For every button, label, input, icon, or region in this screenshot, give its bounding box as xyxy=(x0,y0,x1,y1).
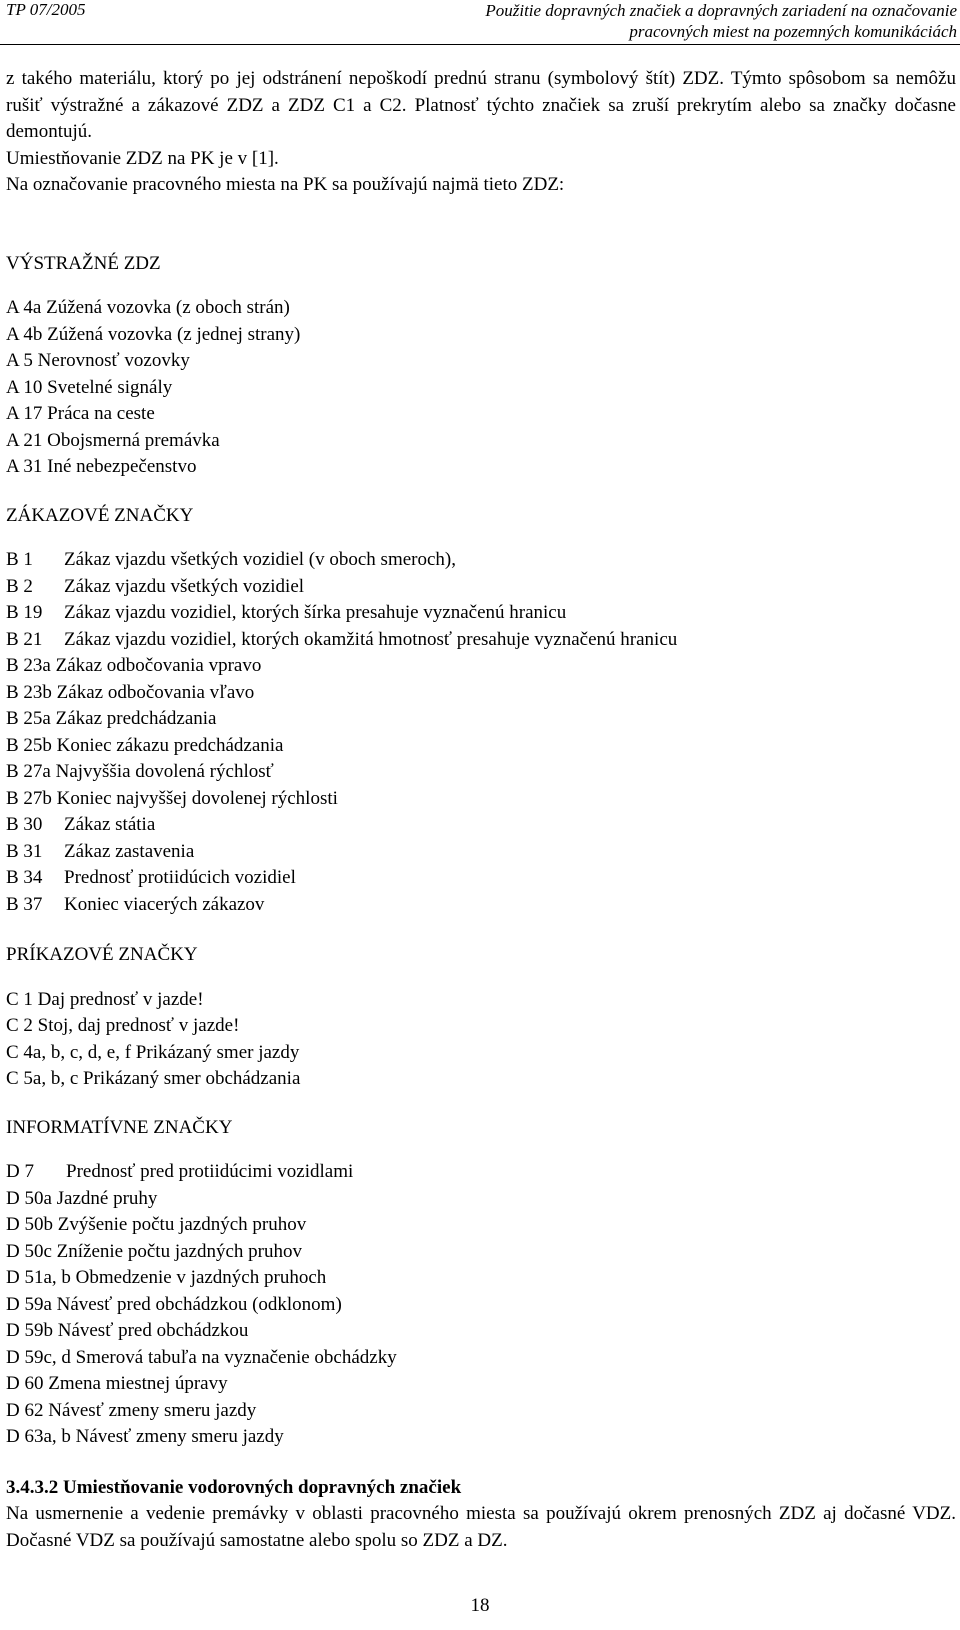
list-item: C 1 Daj prednosť v jazde! xyxy=(6,988,204,1010)
informative-signs-list xyxy=(6,1159,956,1451)
mandatory-signs-heading: PRÍKAZOVÉ ZNAČKY xyxy=(6,944,198,965)
list-item: D 62 Návesť zmeny smeru jazdy xyxy=(6,1399,257,1421)
list-item: C 4a, b, c, d, e, f Prikázaný smer jazdy xyxy=(6,1041,300,1063)
list-item xyxy=(6,600,956,627)
list-item xyxy=(6,547,956,574)
list-item: A 10 Svetelné signály xyxy=(6,376,173,398)
list-item: B 25a Zákaz predchádzania xyxy=(6,708,217,729)
prohibitory-signs-heading: ZÁKAZOVÉ ZNAČKY xyxy=(6,504,194,526)
page-number: 18 xyxy=(470,1595,490,1616)
list-item: D 50b Zvýšenie počtu jazdných pruhov xyxy=(6,1214,307,1235)
sign-description: Koniec viacerých zákazov xyxy=(64,893,265,915)
sign-description: Zákaz vjazdu všetkých vozidiel (v oboch smeroch), xyxy=(64,549,456,570)
list-item xyxy=(6,839,956,866)
informative-signs-heading: INFORMATÍVNE ZNAČKY xyxy=(6,1116,233,1138)
list-item xyxy=(6,865,956,892)
list-item xyxy=(6,627,956,654)
list-item: B 27b Koniec najvyššej dovolenej rýchlosti xyxy=(6,787,338,809)
sign-code: B 34 xyxy=(6,867,43,888)
list-item: D 50c Zníženie počtu jazdných pruhov xyxy=(6,1240,302,1262)
list-item: A 31 Iné nebezpečenstvo xyxy=(6,456,197,477)
list-item: A 21 Obojsmerná premávka xyxy=(6,429,220,451)
page-header xyxy=(0,0,960,45)
list-item: B 25b Koniec zákazu predchádzania xyxy=(6,734,284,756)
sign-code: B 37 xyxy=(6,893,43,915)
list-item: D 51a, b Obmedzenie v jazdných pruhoch xyxy=(6,1267,327,1288)
sign-code: B 31 xyxy=(6,840,43,862)
sign-code: B 30 xyxy=(6,814,43,835)
sign-description: Prednosť protiidúcich vozidiel xyxy=(64,867,296,888)
sign-code: B 19 xyxy=(6,602,43,623)
list-item xyxy=(6,892,956,919)
sign-description: Zákaz zastavenia xyxy=(64,840,195,862)
warning-signs-list xyxy=(6,295,956,481)
page-content xyxy=(6,66,956,1554)
list-item: A 17 Práca na ceste xyxy=(6,403,155,424)
list-item: D 59c, d Smerová tabuľa na vyznačenie obchádzky xyxy=(6,1346,397,1368)
section-paragraph: Na usmernenie a vedenie premávky v oblasti pracovného miesta sa používajú okrem prenosných ZDZ aj dočasné VDZ. Dočasné VDZ sa používajú samostatne alebo spolu so ZDZ a DZ. xyxy=(6,1503,956,1551)
sign-code: B 21 xyxy=(6,628,43,650)
list-item: D 59b Návesť pred obchádzkou xyxy=(6,1320,249,1341)
list-item: D 60 Zmena miestnej úpravy xyxy=(6,1373,228,1394)
list-item: B 23a Zákaz odbočovania vpravo xyxy=(6,655,262,676)
list-item xyxy=(6,574,956,601)
section-heading: 3.4.3.2 Umiestňovanie vodorovných dopravných značiek xyxy=(6,1476,462,1498)
list-item: B 27a Najvyššia dovolená rýchlosť xyxy=(6,761,274,782)
list-item: D 50a Jazdné pruhy xyxy=(6,1187,158,1209)
document-title-line-2: pracovných miest na pozemných komunikáciách xyxy=(629,22,957,41)
sign-description: Zákaz vjazdu vozidiel, ktorých okamžitá hmotnosť presahuje vyznačenú hranicu xyxy=(64,628,678,650)
warning-signs-heading: VÝSTRAŽNÉ ZDZ xyxy=(6,252,161,274)
sign-code: D 7 xyxy=(6,1161,34,1182)
list-item: B 23b Zákaz odbočovania vľavo xyxy=(6,681,255,703)
list-item xyxy=(6,812,956,839)
list-item: A 4a Zúžená vozovka (z oboch strán) xyxy=(6,297,290,318)
intro-line-list-lead: Na označovanie pracovného miesta na PK sa používajú najmä tieto ZDZ: xyxy=(6,174,565,195)
sign-description: Zákaz vjazdu vozidiel, ktorých šírka presahuje vyznačenú hranicu xyxy=(64,602,567,623)
document-title xyxy=(485,0,957,42)
sign-description: Zákaz státia xyxy=(64,814,156,835)
list-item: C 2 Stoj, daj prednosť v jazde! xyxy=(6,1015,240,1036)
list-item: D 63a, b Návesť zmeny smeru jazdy xyxy=(6,1426,284,1447)
prohibitory-signs-list xyxy=(6,547,956,918)
sign-code: B 2 xyxy=(6,575,33,597)
document-code: TP 07/2005 xyxy=(6,0,86,19)
list-item: C 5a, b, c Prikázaný smer obchádzania xyxy=(6,1068,301,1089)
document-title-line-1: Použitie dopravných značiek a dopravných zariadení na označovanie xyxy=(485,1,957,20)
intro-paragraph: z takého materiálu, ktorý po jej odstránení nepoškodí prednú stranu (symbolový štít) ZDZ. Týmto spôsobom sa nemôžu rušiť výstražné a zákazové ZDZ a ZDZ C1 a C2. Platnosť týchto značiek sa zruší prekrytím alebo sa značky dočasne demontujú. xyxy=(6,68,956,142)
sign-description: Prednosť pred protiidúcimi vozidlami xyxy=(66,1161,354,1182)
list-item: A 5 Nerovnosť vozovky xyxy=(6,350,190,371)
sign-code: B 1 xyxy=(6,549,33,570)
list-item xyxy=(6,1159,956,1186)
list-item: D 59a Návesť pred obchádzkou (odklonom) xyxy=(6,1293,342,1315)
intro-line-reference: Umiestňovanie ZDZ na PK je v [1]. xyxy=(6,147,279,169)
mandatory-signs-list xyxy=(6,987,956,1093)
list-item: A 4b Zúžená vozovka (z jednej strany) xyxy=(6,323,301,345)
sign-description: Zákaz vjazdu všetkých vozidiel xyxy=(64,575,305,597)
